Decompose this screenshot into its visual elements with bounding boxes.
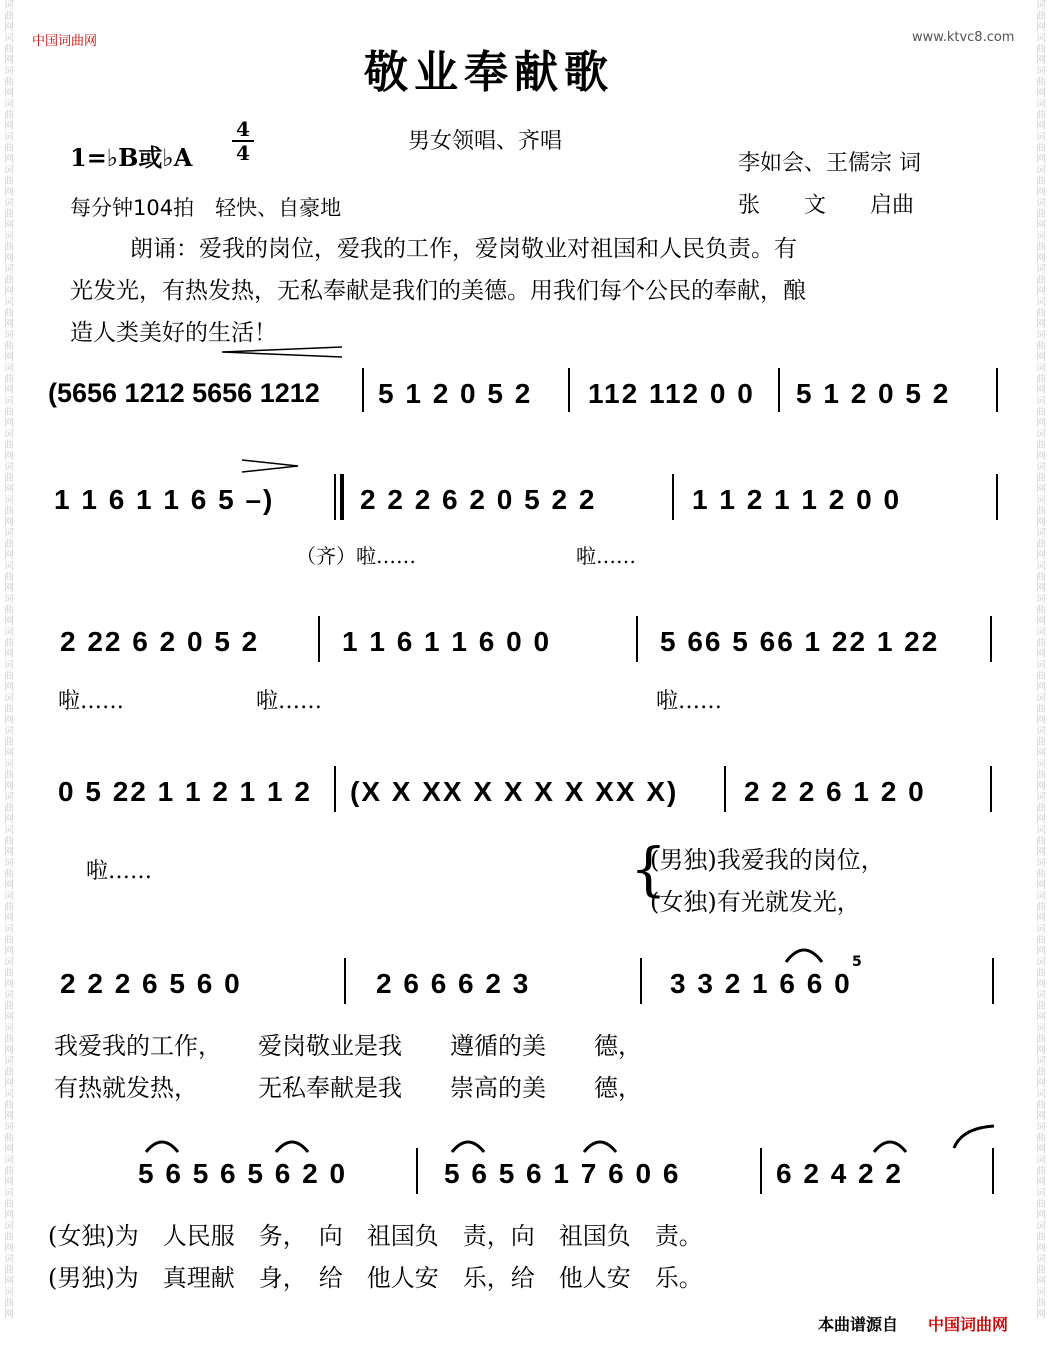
- row6-verse-2: (男独)为 真理献 身， 给 他人安 乐，给 他人安 乐。: [48, 1264, 703, 1292]
- slur-mark: [782, 942, 826, 964]
- composer-credit: 张 文 启曲: [738, 193, 915, 218]
- row5-verse-2: 有热就发热， 无私奉献是我 崇高的美 德，: [54, 1074, 642, 1102]
- barline: [334, 766, 336, 812]
- barline: [362, 368, 364, 412]
- performance-note: 男女领唱、齐唱: [408, 129, 563, 154]
- footer-source: 本曲谱源自: [818, 1315, 899, 1334]
- barline: [672, 474, 674, 520]
- slur-mark: [580, 1134, 620, 1154]
- barline: [990, 616, 992, 662]
- row5-measure1: 2 2 2 6 5 6 0: [60, 968, 242, 999]
- recitation-line-1: 朗诵：爱我的岗位，爱我的工作，爱岗敬业对祖国和人民负责。有: [130, 236, 797, 262]
- recitation-line-2: 光发光，有热发热，无私奉献是我们的美德。用我们每个公民的奉献，酿: [70, 278, 806, 304]
- row5-measure2: 2 6 6 6 2 3: [376, 968, 531, 999]
- row6-verse-1: (女独)为 人民服 务， 向 祖国负 责，向 祖国负 责。: [48, 1222, 703, 1250]
- row1-measure2: 5 1 2 0 5 2: [378, 378, 533, 409]
- row3-measure1: 2 22 6 2 0 5 2: [60, 626, 260, 657]
- slur-mark: [950, 1124, 996, 1150]
- barline: [318, 616, 320, 662]
- accent-mark: [240, 458, 300, 474]
- barline: [568, 368, 570, 412]
- song-title: 敬业奉献歌: [364, 47, 614, 98]
- barline: [344, 958, 346, 1004]
- slur-mark: [142, 1134, 182, 1154]
- footer-site: 中国词曲网: [928, 1315, 1009, 1334]
- row2-measure1: 1 1 6 1 1 6 5 –): [54, 484, 275, 515]
- row5-measure3: 3 3 2 1 6 6 0: [670, 968, 852, 999]
- barline: [778, 368, 780, 412]
- row4-measure2: (X X XX X X X X XX X): [350, 776, 679, 807]
- row5-verse-1: 我爱我的工作， 爱岗敬业是我 遵循的美 德，: [54, 1032, 642, 1060]
- barline: [990, 766, 992, 812]
- watermark-column-right: 词曲网词曲网词曲网词曲网词曲网词曲网词曲网词曲网词曲网词曲网词曲网词曲网词曲网词曲网词曲网词曲网词曲网词曲网词曲网词曲网词曲网词曲网词曲网词曲网词曲网词曲网词曲网词曲网词曲网词曲网词曲网词曲网词曲网词曲网词曲网词曲网词曲网词曲网词曲网词曲网: [1036, 0, 1046, 1320]
- barline: [724, 766, 726, 812]
- row2-measure3: 1 1 2 1 1 2 0 0: [692, 484, 902, 515]
- barline: [992, 958, 994, 1004]
- repeat-barline: [334, 474, 336, 520]
- tempo-marking: 每分钟104拍 轻快、自豪地: [70, 196, 342, 220]
- barline: [640, 958, 642, 1004]
- row3-lyric-a: 啦…… 啦……: [58, 689, 323, 714]
- recitation-line-3: 造人类美好的生活！: [70, 320, 277, 346]
- meter-bottom: 4: [236, 141, 250, 165]
- repeat-barline-thick: [340, 474, 344, 520]
- row1-measure4: 5 1 2 0 5 2: [796, 378, 951, 409]
- row4-measure1: 0 5 22 1 1 2 1 1 2: [58, 776, 312, 807]
- row2-measure2: 2 2 2 6 2 0 5 2 2: [360, 484, 597, 515]
- watermark-site-left: 中国词曲网: [32, 34, 98, 49]
- barline: [996, 368, 998, 412]
- grace-note: 5: [852, 954, 862, 970]
- barline: [996, 474, 998, 520]
- key-signature: 1=♭B或♭A: [70, 143, 193, 172]
- solo-line-2: (女独)有光就发光，: [650, 888, 861, 916]
- row3-measure3: 5 66 5 66 1 22 1 22: [660, 626, 940, 657]
- brace: {: [630, 835, 667, 903]
- row2-lyric: （齐）啦…… 啦……: [296, 544, 636, 568]
- crescendo-hairpin: [220, 345, 345, 359]
- meter-top: 4: [236, 117, 250, 141]
- barline: [636, 616, 638, 662]
- row3-lyric-b: 啦……: [656, 689, 723, 714]
- row6-measure1: 5 6 5 6 5 6 2 0: [138, 1158, 348, 1189]
- row3-measure2: 1 1 6 1 1 6 0 0: [342, 626, 552, 657]
- slur-mark: [870, 1134, 910, 1154]
- row1-measure1: (5656 1212 5656 1212: [48, 378, 320, 408]
- row6-measure3: 6 2 4 2 2: [776, 1158, 903, 1189]
- row4-lyric: 啦……: [86, 859, 153, 884]
- time-signature: [232, 118, 254, 164]
- barline: [416, 1148, 418, 1194]
- barline: [760, 1148, 762, 1194]
- lyricist-credit: 李如会、王儒宗 词: [738, 151, 921, 176]
- watermark-site-right: www.ktvc8.com: [912, 30, 1015, 45]
- solo-line-1: (男独)我爱我的岗位，: [650, 846, 885, 874]
- slur-mark: [448, 1134, 488, 1154]
- row1-measure3: 112 112 0 0: [588, 378, 755, 409]
- watermark-column-left: 词曲网词曲网词曲网词曲网词曲网词曲网词曲网词曲网词曲网词曲网词曲网词曲网词曲网词曲网词曲网词曲网词曲网词曲网词曲网词曲网词曲网词曲网词曲网词曲网词曲网词曲网词曲网词曲网词曲网词曲网词曲网词曲网词曲网词曲网词曲网词曲网词曲网词曲网词曲网词曲网: [4, 0, 14, 1320]
- row6-measure2: 5 6 5 6 1 7 6 0 6: [444, 1158, 681, 1189]
- slur-mark: [272, 1134, 312, 1154]
- row4-measure3: 2 2 2 6 1 2 0: [744, 776, 926, 807]
- barline: [992, 1148, 994, 1194]
